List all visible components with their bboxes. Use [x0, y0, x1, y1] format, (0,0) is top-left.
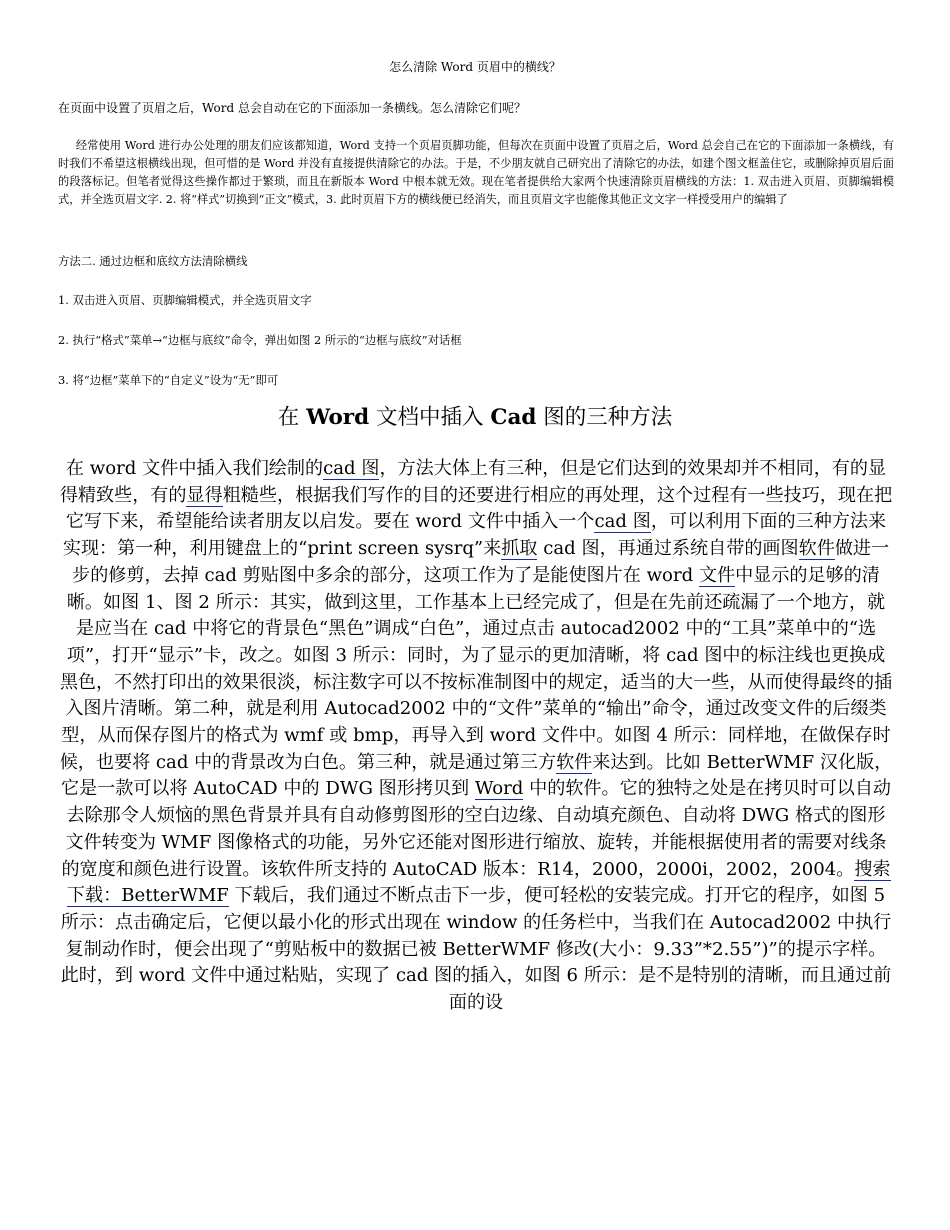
body-paragraph: 经常使用 Word 进行办公处理的朋友们应该都知道，Word 支持一个页眉页脚功能，但每次在页面中设置了页眉之后，Word 总会自己在它的下面添加一条横线，有时我们不希望这根横线出现，但可惜的是 Word 并没有直接提供清除它的办法。于是，不少朋友就自己研究出了清除它的办法，如建个图文框盖住它，或删除掉页眉后面的段落标记。但笔者觉得这些操作都过于繁琐，而且在新版本 Word 中根本就无效。现在笔者提供给大家两个快速清除页眉横线的方法：1. 双击进入页眉、页脚编辑模式，并全选页眉文字. 2. 将“样式”切换到“正文”模式，3. 此时页眉下方的横线便已经消失，而且页眉文字也能像其他正文文字一样授受用户的编辑了: [58, 139, 894, 206]
article-body: [58, 456, 894, 1017]
title-part: 在: [277, 405, 307, 430]
article-text: cad 图，再通过系统自带的画图: [537, 538, 799, 560]
article-text: 做进一步的修剪，去掉 cad 剪贴图中多余的部分，这项工作为了是能使图片在 word: [72, 538, 890, 586]
keyword-link-cad[interactable]: cad 图: [323, 458, 380, 479]
article-text: 粗糙些，根据我们写作的目的还要进行相应的再处理，这个过程有一些技巧，现在把它写下来，希望能给读者朋友以启发。要在 word 文件中插入一个: [65, 484, 893, 533]
article-text: 中显示的足够的清晰。如图 1、图 2 所示：其实，做到这里，工作基本上已经完成了，但是在先前还疏漏了一个地方，就是应当在 cad 中将它的背景色“黑色”调成“白色”，通过点击 autocad2002 中的“工具”菜单中的“选项”，打开“显示”卡，改之。如图 3 所示：同时，为了显示的更加清晰，将 cad 图中的标注线也更换成黑色，不然打印出的效果很淡，标注数字可以不按标准制图中的规定，适当的大一些，从而使得最终的插入图片清晰。第二种，就是利用 Autocad2002 中的“文件”菜单的“输出”命令，通过改变文件的后缀类型，从而保存图片的格式为 wmf 或 bmp，再导入到 word 文件中。如图 4 所示：同样地，在做保存时候，也要将 cad 中的背景改为白色。第三种，就是通过第三方: [59, 564, 893, 773]
article-title: [0, 402, 950, 434]
keyword-link-wenjian[interactable]: 文件: [698, 564, 736, 586]
keyword-link-ruanjian[interactable]: 软件: [556, 751, 593, 773]
keyword-link-ruanjian[interactable]: 软件: [798, 538, 835, 560]
article-text: ，可以利用下面的三种方法来实现：第一种，利用键盘上的“print screen sysrq”来: [62, 511, 887, 560]
article-text: 下载后，我们通过不断点击下一步，便可轻松的安装完成。打开它的程序，如图 5 所示：点击确定后，它便以最小化的形式出现在 window 的任务栏中，当我们在 Autocad2002 中执行复制动作时，便会出现了“剪贴板中的数据已被 BetterWMF 修改(大小：9.33”*2.55”)”的提示字样。此时，到 word 文件中通过粘贴，实现了 cad 图的插入，如图 6 所示：是不是特别的清晰，而且通过前面的设: [60, 885, 892, 1014]
method-two-step-2: 2. 执行“格式”菜单→“边框与底纹”命令，弹出如图 2 所示的“边框与底纹”对话框: [58, 333, 462, 347]
method-two-step-1: 1. 双击进入页眉、页脚编辑模式，并全选页眉文字: [58, 293, 312, 307]
article-text: 在 word 文件中插入我们绘制的: [65, 458, 324, 479]
keyword-link-word[interactable]: Word: [474, 778, 524, 800]
keyword-link-xiande[interactable]: 显得: [186, 484, 223, 506]
title-word: Word: [306, 405, 370, 430]
article-text: 中的软件。它的独特之处是在拷贝时可以自动去除那令人烦恼的黑色背景并具有自动修剪图形的空白边缘、自动填充颜色、自动将 DWG 格式的图形文件转变为 WMF 图像格式的功能，另外它还能对图形进行缩放、旋转，并能根据使用者的需要对线条的宽度和颜色进行设置。该软件所支持的 AutoCAD 版本：R14，2000，2000i，2002，2004。: [61, 778, 892, 880]
keyword-link-zhuaqu[interactable]: 抓取: [501, 538, 538, 560]
article-text: 来达到。比如 BetterWMF 汉化版，它是一款可以将 AutoCAD 中的 DWG 图形拷贝到: [60, 751, 893, 800]
keyword-link-cad[interactable]: cad 图: [594, 511, 651, 533]
title-part: 文档中插入: [369, 405, 491, 430]
method-two-step-3: 3. 将“边框”菜单下的“自定义”设为“无”即可: [58, 373, 279, 387]
intro-line: 在页面中设置了页眉之后，Word 总会自动在它的下面添加一条横线。怎么清除它们呢？: [58, 101, 526, 115]
search-download-link[interactable]: 搜索下载：BetterWMF: [66, 858, 891, 907]
title-cad: Cad: [490, 405, 537, 430]
title-part: 图的三种方法: [536, 405, 673, 430]
article-text: ，方法大体上有三种，但是它们达到的效果却并不相同，有的显得精致些，有的: [59, 458, 887, 506]
top-title: 怎么清除 Word 页眉中的横线？: [389, 60, 561, 74]
method-two-heading: 方法二. 通过边框和底纹方法清除横线: [58, 254, 248, 268]
